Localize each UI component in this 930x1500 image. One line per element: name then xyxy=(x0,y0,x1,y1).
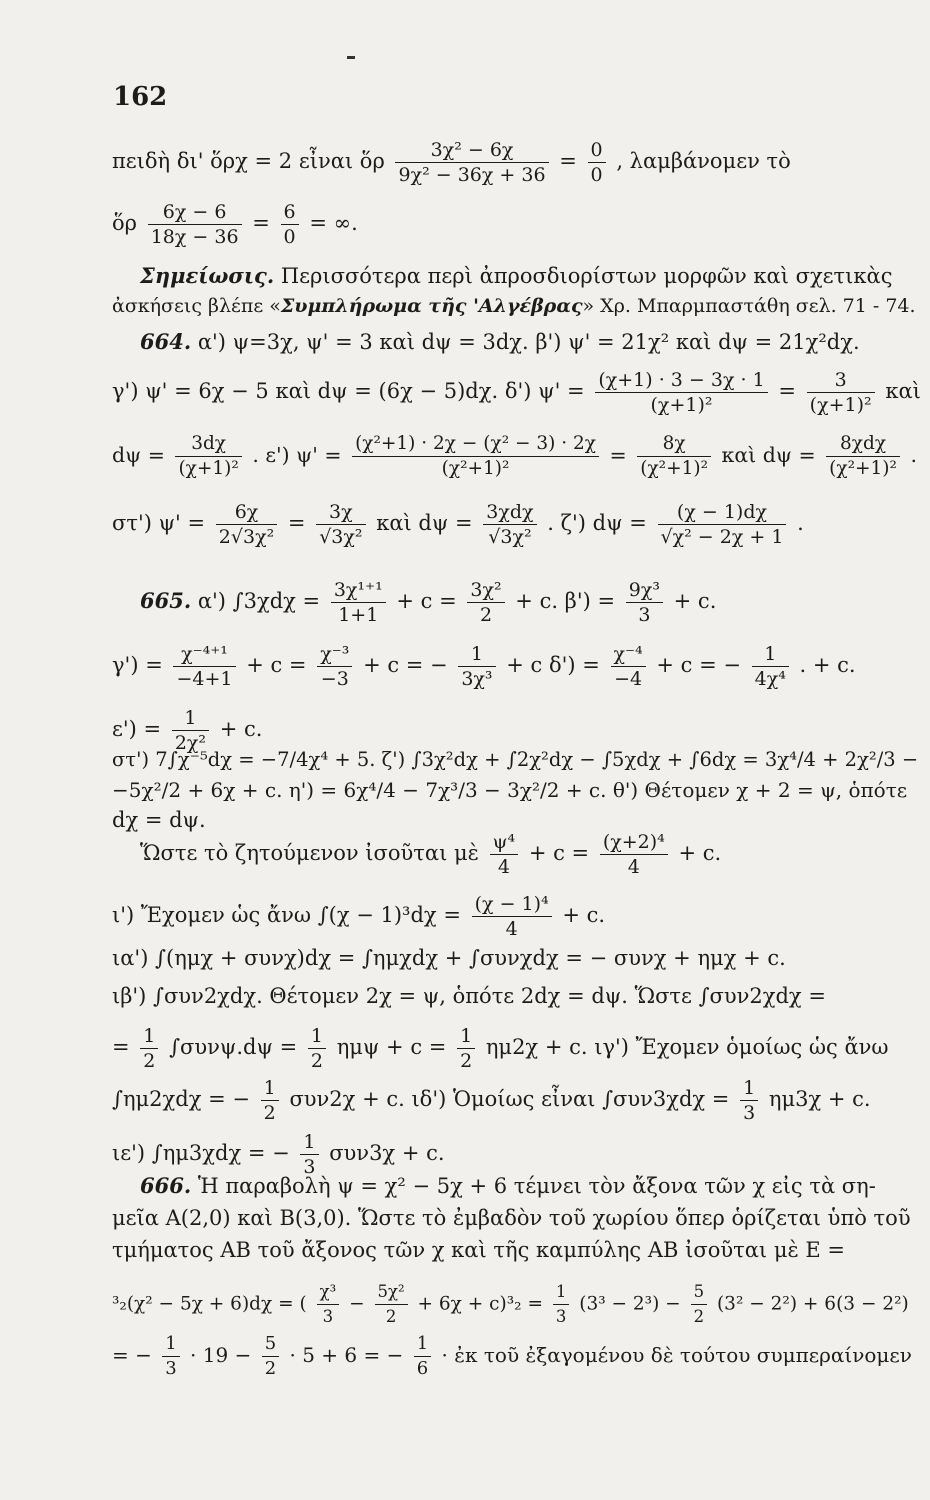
note-line-2 xyxy=(112,292,916,320)
text: Ὥστε τὸ ζητούμενον ἰσοῦται μὲ xyxy=(140,841,479,865)
exercise-number: 664. xyxy=(140,329,192,354)
text: καὶ xyxy=(885,379,921,403)
numerator: χ⁻⁴⁺¹ xyxy=(173,642,235,667)
fraction xyxy=(457,1024,475,1073)
numerator: 1 xyxy=(300,1130,318,1155)
fraction xyxy=(807,368,875,417)
fraction xyxy=(173,642,235,691)
text: · 5 + 6 = − xyxy=(289,1343,404,1367)
exercise-665-line-10: ιβ') ∫συν2χdχ. Θέτομεν 2χ = ψ, ὁπότε 2dχ = dψ. Ὥστε ∫συν2χdχ = xyxy=(112,984,826,1008)
denominator: 2 xyxy=(460,1050,473,1072)
numerator: 5 xyxy=(691,1280,708,1305)
denominator: (χ+1)² xyxy=(650,394,713,416)
note-text: ἀσκήσεις βλέπε « xyxy=(112,295,281,317)
text: . ε') ψ' = xyxy=(252,443,342,467)
text: , λαμβάνομεν τὸ xyxy=(616,149,791,173)
fraction xyxy=(637,432,711,481)
denominator: 4 xyxy=(497,856,510,878)
text: α') ∫3χdχ = xyxy=(197,589,321,613)
text: . + c. xyxy=(799,653,856,677)
text: (3² − 2²) + 6(3 − 2²) xyxy=(716,1293,909,1315)
text: + c. β') = xyxy=(515,589,616,613)
text: ι') Ἔχομεν ὡς ἄνω ∫(χ − 1)³dχ = xyxy=(112,903,461,927)
numerator: 3 xyxy=(807,368,875,393)
fraction xyxy=(740,1076,758,1125)
denominator: (χ+1)² xyxy=(178,458,239,479)
numerator: 9χ³ xyxy=(626,578,663,603)
equals-sign: = xyxy=(559,149,584,173)
denominator: 3 xyxy=(638,604,651,626)
fraction xyxy=(611,642,646,691)
denominator: 2 xyxy=(263,1102,276,1124)
text: − xyxy=(349,1293,365,1315)
numerator: 8χdχ xyxy=(826,432,900,457)
numerator: χ⁻³ xyxy=(317,642,352,667)
text: ³₂(χ² − 5χ + 6)dχ = ( xyxy=(112,1293,307,1315)
fraction xyxy=(317,642,352,691)
ink-mark xyxy=(347,56,355,59)
text: + c. xyxy=(678,841,722,865)
exercise-665-line-12 xyxy=(112,1076,871,1125)
fraction xyxy=(658,500,787,549)
fraction xyxy=(691,1280,708,1329)
numerator: 3χ xyxy=(316,500,365,525)
numerator: 6 xyxy=(281,200,299,225)
text: στ') ψ' = xyxy=(112,511,206,535)
text: α') ψ=3χ, ψ' = 3 καὶ dψ = 3dχ. β') ψ' = 21χ² καὶ dψ = 21χ²dχ. xyxy=(197,330,860,354)
denominator: 0 xyxy=(590,164,603,186)
text: . ζ') dψ = xyxy=(547,511,647,535)
text: καὶ dψ = xyxy=(376,511,473,535)
exercise-665-line-5: −5χ²/2 + 6χ + c. η') = 6χ⁴/4 − 7χ³/3 − 3χ²/2 + c. θ') Θέτομεν χ + 2 = ψ, ὁπότε xyxy=(112,778,908,802)
text: + 6χ + c)³₂ = xyxy=(417,1293,543,1315)
text: + c = − xyxy=(656,653,741,677)
fraction xyxy=(826,432,900,481)
fraction xyxy=(458,642,495,691)
book-title: Συμπλήρωμα τῆς 'Αλγέβρας xyxy=(280,295,583,317)
fraction xyxy=(414,1332,431,1381)
denominator: 3 xyxy=(322,1307,334,1326)
numerator: 5χ² xyxy=(375,1280,408,1305)
note-text: » Χρ. Μπαρμπαστάθη σελ. 71 - 74. xyxy=(582,295,916,317)
text: ημ3χ + c. xyxy=(768,1087,871,1111)
numerator: 1 xyxy=(458,642,495,667)
fraction xyxy=(626,578,663,627)
fraction xyxy=(588,138,606,187)
denominator: 3 xyxy=(555,1307,567,1326)
exercise-664-line-1 xyxy=(140,328,860,356)
fraction xyxy=(262,1332,279,1381)
text: + c δ') = xyxy=(506,653,600,677)
text: . xyxy=(797,511,804,535)
text: Ἡ παραβολὴ ψ = χ² − 5χ + 6 τέμνει τὸν ἄξονα τῶν χ εἰς τὰ ση- xyxy=(197,1174,876,1198)
denominator: 2 xyxy=(264,1358,277,1379)
note-line-1 xyxy=(140,262,892,290)
numerator: ψ⁴ xyxy=(490,830,519,855)
exercise-666-line-5 xyxy=(112,1332,912,1381)
equals-sign: = xyxy=(287,511,313,535)
exercise-665-line-2 xyxy=(112,642,856,691)
exercise-664-line-2 xyxy=(112,368,921,417)
text: + c = − xyxy=(363,653,448,677)
fraction xyxy=(162,1332,179,1381)
numerator: 1 xyxy=(457,1024,475,1049)
denominator: 1+1 xyxy=(338,604,379,626)
denominator: −3 xyxy=(320,668,349,690)
exercise-666-line-1 xyxy=(140,1172,876,1200)
denominator: 3 xyxy=(165,1358,177,1379)
text: + c = xyxy=(528,841,590,865)
denominator: 4 xyxy=(505,918,518,940)
fraction xyxy=(140,1024,158,1073)
exercise-666-line-4 xyxy=(112,1280,909,1329)
exercise-664-line-3 xyxy=(112,432,917,481)
denominator: 4 xyxy=(627,856,640,878)
denominator: 2 xyxy=(310,1050,323,1072)
denominator: √χ² − 2χ + 1 xyxy=(660,526,784,548)
numerator: 3χdχ xyxy=(483,500,536,525)
text: (3³ − 2³) − xyxy=(579,1293,681,1315)
text: · 19 − xyxy=(190,1343,252,1367)
exercise-665-line-9: ια') ∫(ημχ + συνχ)dχ = ∫ημχdχ + ∫συνχdχ = − συνχ + ημχ + c. xyxy=(112,946,786,970)
exercise-number: 665. xyxy=(140,588,192,613)
numerator: (χ − 1)dχ xyxy=(658,500,787,525)
text: καὶ dψ = xyxy=(721,443,816,467)
denominator: −4 xyxy=(614,668,643,690)
numerator: χ³ xyxy=(317,1280,340,1305)
numerator: (χ+2)⁴ xyxy=(600,830,668,855)
numerator: 6χ xyxy=(216,500,277,525)
denominator: √3χ² xyxy=(319,526,363,548)
text: ∫ημ2χdχ = − xyxy=(112,1087,250,1111)
numerator: 3χ² xyxy=(467,578,504,603)
denominator: (χ²+1)² xyxy=(441,458,510,479)
numerator: (χ+1) · 3 − 3χ · 1 xyxy=(595,368,767,393)
fraction xyxy=(375,1280,408,1329)
fraction xyxy=(175,432,241,481)
equals-sign: = xyxy=(252,211,277,235)
denominator: 4χ⁴ xyxy=(754,668,786,690)
denominator: 18χ − 36 xyxy=(150,226,239,248)
fraction xyxy=(216,500,277,549)
numerator: 1 xyxy=(740,1076,758,1101)
text: + c. xyxy=(562,903,606,927)
exercise-number: 666. xyxy=(140,1173,192,1198)
note-text: Περισσότερα περὶ ἀπροσδιορίστων μορφῶν καὶ σχετικὰς xyxy=(280,264,893,288)
denominator: 9χ² − 36χ + 36 xyxy=(398,164,546,186)
fraction xyxy=(308,1024,326,1073)
denominator: (χ+1)² xyxy=(809,394,872,416)
fraction xyxy=(483,500,536,549)
text: + c = xyxy=(246,653,307,677)
numerator: (χ − 1)⁴ xyxy=(472,892,552,917)
numerator: 1 xyxy=(261,1076,279,1101)
text: + c = xyxy=(396,589,457,613)
exercise-666-line-3: τμήματος ΑΒ τοῦ ἄξονος τῶν χ καὶ τῆς καμπύλης ΑΒ ἰσοῦται μὲ Ε = xyxy=(112,1238,846,1262)
fraction xyxy=(316,500,365,549)
denominator: 6 xyxy=(416,1358,429,1379)
equals-sign: = xyxy=(778,379,803,403)
numerator: 3χ¹⁺¹ xyxy=(331,578,386,603)
text: συν2χ + c. ιδ') Ὁμοίως εἶναι ∫συν3χdχ = xyxy=(289,1087,730,1111)
text: dψ = xyxy=(112,443,165,467)
exercise-665-line-11 xyxy=(112,1024,889,1073)
denominator: 3 xyxy=(743,1102,756,1124)
fraction xyxy=(148,200,242,249)
exercise-665-line-8 xyxy=(112,892,605,941)
denominator: 2 xyxy=(479,604,493,626)
fraction xyxy=(352,432,599,481)
fraction xyxy=(331,578,386,627)
exercise-665-line-7 xyxy=(140,830,721,879)
denominator: 2χ² xyxy=(174,732,207,754)
numerator: 1 xyxy=(140,1024,158,1049)
exercise-664-line-4 xyxy=(112,500,804,549)
fraction xyxy=(317,1280,340,1329)
numerator: 1 xyxy=(553,1280,570,1305)
text: · ἐκ τοῦ ἐξαγομένου δὲ τούτου συμπεραίνομεν xyxy=(441,1343,912,1367)
text: + c. xyxy=(673,589,717,613)
numerator: 1 xyxy=(308,1024,326,1049)
denominator: 0 xyxy=(283,226,296,248)
numerator: 6χ − 6 xyxy=(148,200,242,225)
denominator: 2 xyxy=(143,1050,156,1072)
exercise-666-line-2: μεῖα Α(2,0) καὶ Β(3,0). Ὥστε τὸ ἐμβαδὸν τοῦ χωρίου ὅπερ ὁρίζεται ὑπὸ τοῦ xyxy=(112,1206,911,1230)
text: = ∞. xyxy=(309,211,358,235)
exercise-665-line-4: στ') 7∫χ⁻⁵dχ = −7/4χ⁴ + 5. ζ') ∫3χ²dχ + ∫2χ²dχ − ∫5χdχ + ∫6dχ = 3χ⁴/4 + 2χ²/3 − xyxy=(112,748,919,771)
equals-sign: = xyxy=(609,443,634,467)
text: ημ2χ + c. ιγ') Ἔχομεν ὁμοίως ὡς ἄνω xyxy=(485,1035,889,1059)
numerator: 1 xyxy=(162,1332,179,1357)
denominator: 3χ³ xyxy=(461,668,493,690)
text: . xyxy=(910,443,917,467)
text: γ') ψ' = 6χ − 5 καὶ dψ = (6χ − 5)dχ. δ') ψ' = xyxy=(112,379,585,403)
numerator: 3dχ xyxy=(175,432,241,457)
fraction xyxy=(553,1280,570,1329)
numerator: 1 xyxy=(414,1332,431,1357)
numerator: 0 xyxy=(588,138,606,163)
exercise-665-line-6: dχ = dψ. xyxy=(112,808,206,832)
fraction xyxy=(490,830,519,879)
fraction xyxy=(600,830,668,879)
text: ε') = xyxy=(112,717,162,741)
denominator: 2√3χ² xyxy=(218,526,275,548)
text: = xyxy=(112,1035,130,1059)
numerator: χ⁻⁴ xyxy=(611,642,646,667)
exercise-665-line-1 xyxy=(140,578,716,627)
numerator: 8χ xyxy=(637,432,711,457)
denominator: √3χ² xyxy=(488,526,532,548)
text: ὅρ xyxy=(112,211,137,235)
denominator: (χ²+1)² xyxy=(829,458,897,479)
denominator: 3 xyxy=(303,1156,316,1178)
limit-line-2 xyxy=(112,200,358,249)
numerator: 1 xyxy=(752,642,789,667)
numerator: 3χ² − 6χ xyxy=(395,138,548,163)
fraction xyxy=(595,368,767,417)
denominator: 2 xyxy=(693,1307,705,1326)
fraction xyxy=(752,642,789,691)
fraction xyxy=(281,200,299,249)
fraction xyxy=(472,892,552,941)
text: + c. xyxy=(219,717,263,741)
text: ∫συνψ.dψ = xyxy=(169,1035,298,1059)
page-number: 162 xyxy=(113,82,168,112)
fraction xyxy=(395,138,548,187)
text: γ') = xyxy=(112,653,163,677)
note-label: Σημείωσις. xyxy=(140,263,275,288)
text: πειδὴ δι' ὅρχ = 2 εἶναι ὅρ xyxy=(112,149,385,173)
fraction xyxy=(261,1076,279,1125)
numerator: 5 xyxy=(262,1332,279,1357)
text: συν3χ + c. xyxy=(329,1141,445,1165)
text: = − xyxy=(112,1343,152,1367)
fraction xyxy=(467,578,504,627)
text: ιε') ∫ημ3χdχ = − xyxy=(112,1141,290,1165)
text: ημψ + c = xyxy=(336,1035,447,1059)
limit-line-1 xyxy=(112,138,791,187)
denominator: −4+1 xyxy=(176,668,233,690)
denominator: 2 xyxy=(385,1307,397,1326)
numerator: (χ²+1) · 2χ − (χ² − 3) · 2χ xyxy=(352,432,599,457)
denominator: (χ²+1)² xyxy=(640,458,708,479)
numerator: 1 xyxy=(172,706,209,731)
